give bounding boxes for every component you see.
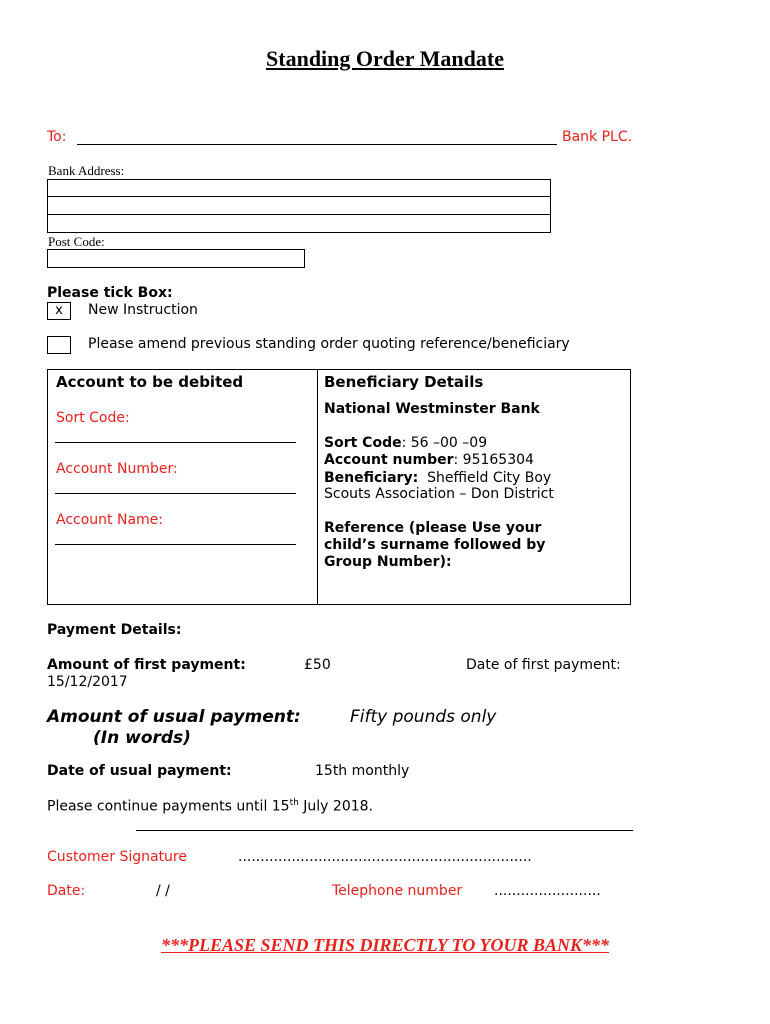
bank-plc-label: Bank PLC. <box>562 129 633 145</box>
account-number-field[interactable] <box>55 493 296 494</box>
new-instruction-checkbox[interactable]: x <box>47 302 71 320</box>
sort-code-label: Sort Code: <box>56 410 130 426</box>
payment-details-heading: Payment Details: <box>47 622 182 638</box>
date-field[interactable]: / / <box>156 883 170 899</box>
amend-previous-checkbox[interactable] <box>47 336 71 354</box>
reference-line-1: Reference (please Use your <box>324 520 542 536</box>
send-to-bank-notice: ***PLEASE SEND THIS DIRECTLY TO YOUR BANK*** <box>160 935 610 955</box>
beneficiary-heading: Beneficiary Details <box>324 373 484 391</box>
to-label: To: <box>47 129 67 145</box>
new-instruction-label: New Instruction <box>88 302 198 318</box>
usual-payment-words-label: (In words) <box>93 728 191 748</box>
signature-rule <box>136 830 633 831</box>
first-payment-date-label: Date of first payment: <box>466 657 621 673</box>
reference-line-3: Group Number): <box>324 554 452 570</box>
reference-line-2: child’s surname followed by <box>324 537 546 553</box>
usual-payment-date-label: Date of usual payment: <box>47 763 232 779</box>
usual-payment-label: Amount of usual payment: <box>47 707 301 727</box>
customer-signature-label: Customer Signature <box>47 849 187 865</box>
first-payment-date: 15/12/2017 <box>47 674 128 690</box>
beneficiary-name: Beneficiary: Sheffield City Boy <box>324 470 552 486</box>
account-number-label: Account Number: <box>56 461 178 477</box>
first-payment-amount: £50 <box>304 657 331 673</box>
page-title: Standing Order Mandate <box>266 46 504 71</box>
sort-code-field[interactable] <box>55 442 296 443</box>
continue-payments-text: Please continue payments until 15th July 2018. <box>47 798 373 815</box>
customer-signature-field[interactable]: .................................................................. <box>238 849 532 865</box>
tick-box-heading: Please tick Box: <box>47 285 173 301</box>
account-name-label: Account Name: <box>56 512 163 528</box>
bank-name-field[interactable] <box>77 144 557 145</box>
account-details-table <box>47 369 631 605</box>
beneficiary-account-number: Account number: 95165304 <box>324 452 534 468</box>
beneficiary-sort-code: Sort Code: 56 –00 –09 <box>324 435 488 451</box>
table-divider <box>317 370 318 604</box>
usual-payment-date: 15th monthly <box>315 763 410 779</box>
telephone-label: Telephone number <box>332 883 463 899</box>
first-payment-label: Amount of first payment: <box>47 657 246 673</box>
account-name-field[interactable] <box>55 544 296 545</box>
post-code-label: Post Code: <box>48 234 105 249</box>
date-label: Date: <box>47 883 86 899</box>
bank-address-line-2[interactable] <box>47 196 551 215</box>
beneficiary-bank-name: National Westminster Bank <box>324 401 540 417</box>
telephone-field[interactable]: ........................ <box>494 883 601 899</box>
amend-previous-label: Please amend previous standing order quoting reference/beneficiary <box>88 336 570 352</box>
account-debited-heading: Account to be debited <box>56 373 244 391</box>
beneficiary-name-line-2: Scouts Association – Don District <box>324 486 554 502</box>
usual-payment-amount: Fifty pounds only <box>350 707 497 727</box>
bank-address-label: Bank Address: <box>48 163 125 178</box>
bank-address-line-1[interactable] <box>47 179 551 197</box>
post-code-field[interactable] <box>47 249 305 268</box>
bank-address-line-3[interactable] <box>47 214 551 233</box>
